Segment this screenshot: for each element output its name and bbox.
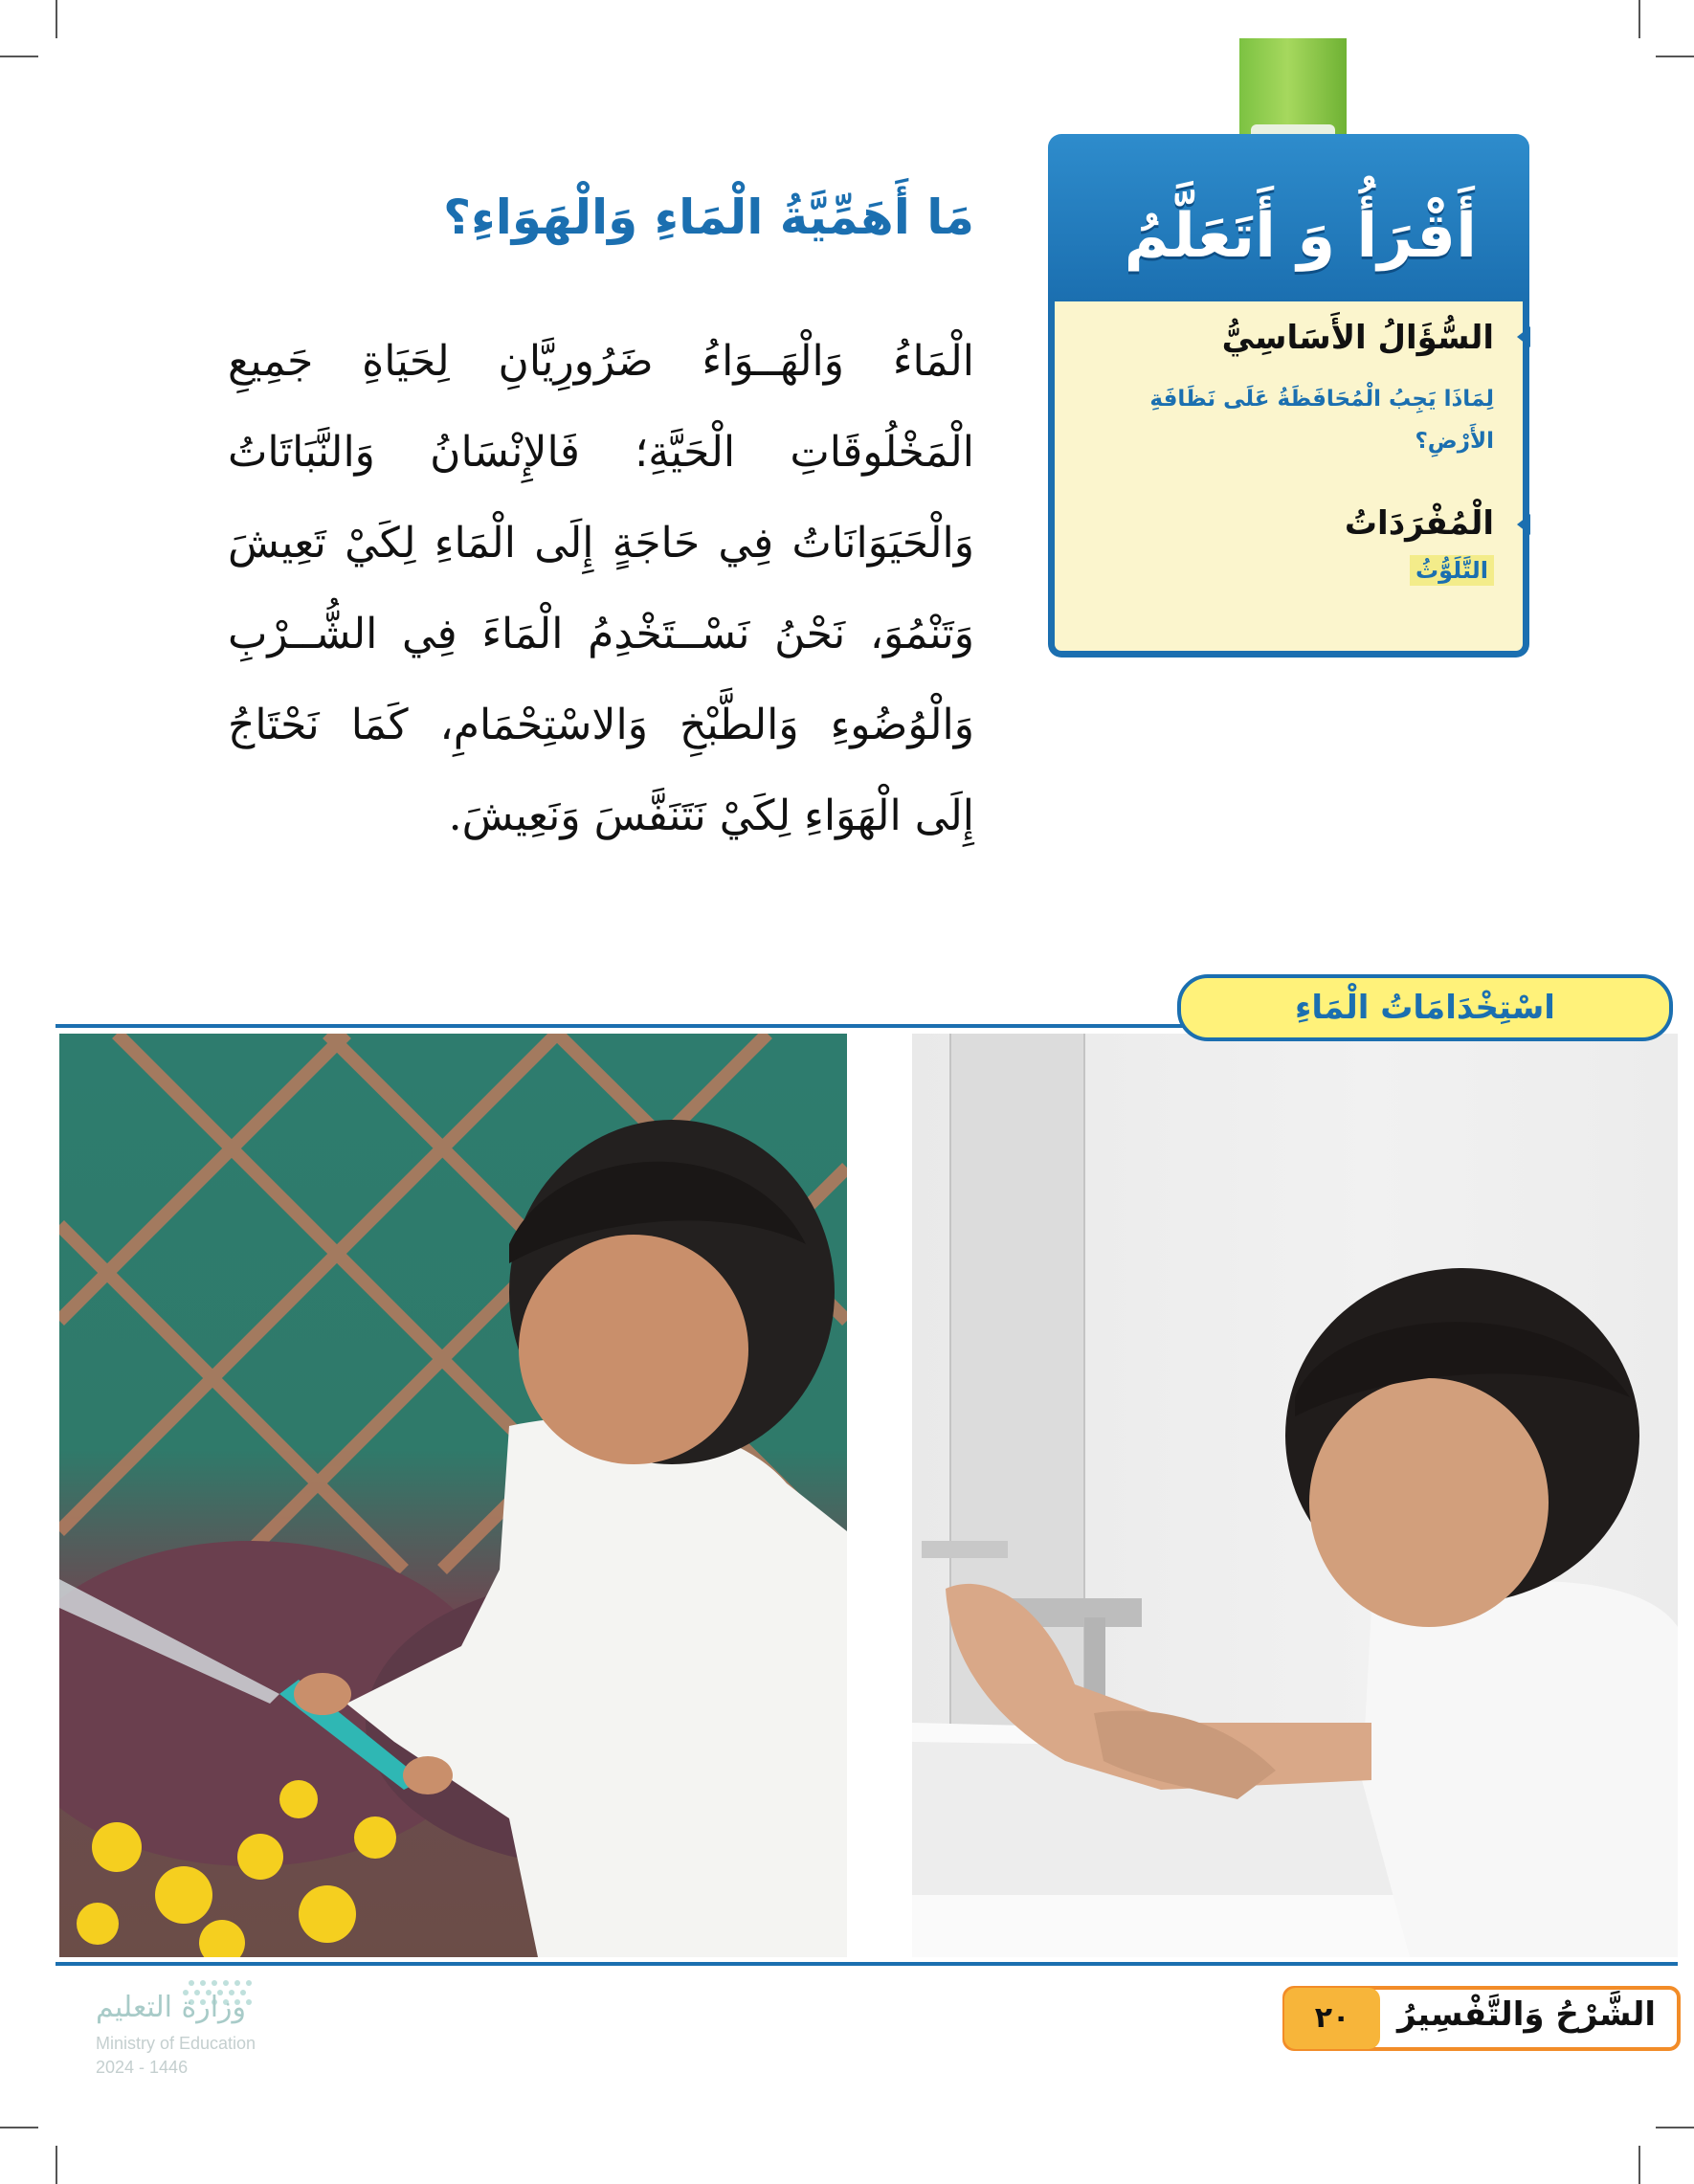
photo-frame-top-rule <box>56 1024 1233 1028</box>
read-and-learn-body <box>1048 301 1529 657</box>
read-and-learn-header <box>1048 134 1529 301</box>
essential-question-heading: السُّؤَالُ الأَسَاسِيُّ <box>1221 319 1494 357</box>
page-number: ٢٠ <box>1284 1988 1380 2049</box>
vocabulary-word: التَّلَوُّثُ <box>1410 555 1494 586</box>
crop-mark <box>1638 2146 1640 2184</box>
washing-scene-illustration <box>912 1034 1678 1957</box>
crop-mark <box>0 56 38 57</box>
lesson-question-title: مَا أَهَمِّيَّةُ الْمَاءِ وَالْهَوَاءِ؟ <box>443 189 974 245</box>
section-label: الشَّرْحُ وَالتَّفْسِيرُ <box>1396 1995 1656 2034</box>
crop-mark <box>1656 2127 1694 2128</box>
crop-mark <box>1638 0 1640 38</box>
photo-boy-watering-plants <box>59 1034 847 1957</box>
watering-scene-illustration <box>59 1034 847 1957</box>
photo-boy-washing-hands <box>912 1034 1678 1957</box>
photo-frame-bottom-rule <box>56 1962 1678 1966</box>
crop-mark <box>56 2146 57 2184</box>
edition-year: 2024 - 1446 <box>96 2058 189 2077</box>
section-footer <box>1282 1986 1681 2051</box>
crop-mark <box>0 2127 38 2128</box>
arrow-marker-icon <box>1517 514 1530 535</box>
vocabulary-heading: الْمُفْرَدَاتُ <box>1344 504 1494 543</box>
ministry-name-arabic: وزارة التعليم <box>96 1991 247 2024</box>
arrow-marker-icon <box>1517 326 1530 347</box>
photo-frame <box>56 1024 1678 1967</box>
crop-mark <box>56 0 57 38</box>
essential-question: لِمَاذَا يَجِبُ الْمُحَافَظَةُ عَلَى نَظَافَةِ الأَرْضِ؟ <box>1149 387 1494 454</box>
crop-mark <box>1656 56 1694 57</box>
ministry-name-english: Ministry of Education <box>96 2034 256 2053</box>
read-and-learn-title: أَقْرَأُ وَ أَتَعَلَّمُ <box>1124 201 1477 272</box>
lesson-paragraph: الْمَاءُ وَالْهَــوَاءُ ضَرُورِيَّانِ لِحَيَاةِ جَمِيعِ الْمَخْلُوقَاتِ الْحَيَّةِ؛ فَالإِنْسَانُ وَالنَّبَاتَاتُ وَالْحَيَوَانَاتُ فِي حَاجَةٍ إِلَى الْمَاءِ لِكَيْ تَعِيشَ وَتَنْمُوَ، نَحْنُ نَسْــتَخْدِمُ الْمَاءَ فِي الشُّــرْبِ وَالْوُضُوءِ وَالطَّبْخِ وَالاسْتِحْمَامِ، كَمَا نَحْتَاجُ إِلَى الْهَوَاءِ لِكَيْ نَتَنَفَّسَ وَنَعِيشَ. <box>228 337 974 840</box>
photos-caption: اسْتِخْدَامَاتُ الْمَاءِ <box>1177 974 1673 1041</box>
read-and-learn-box <box>1048 134 1529 672</box>
